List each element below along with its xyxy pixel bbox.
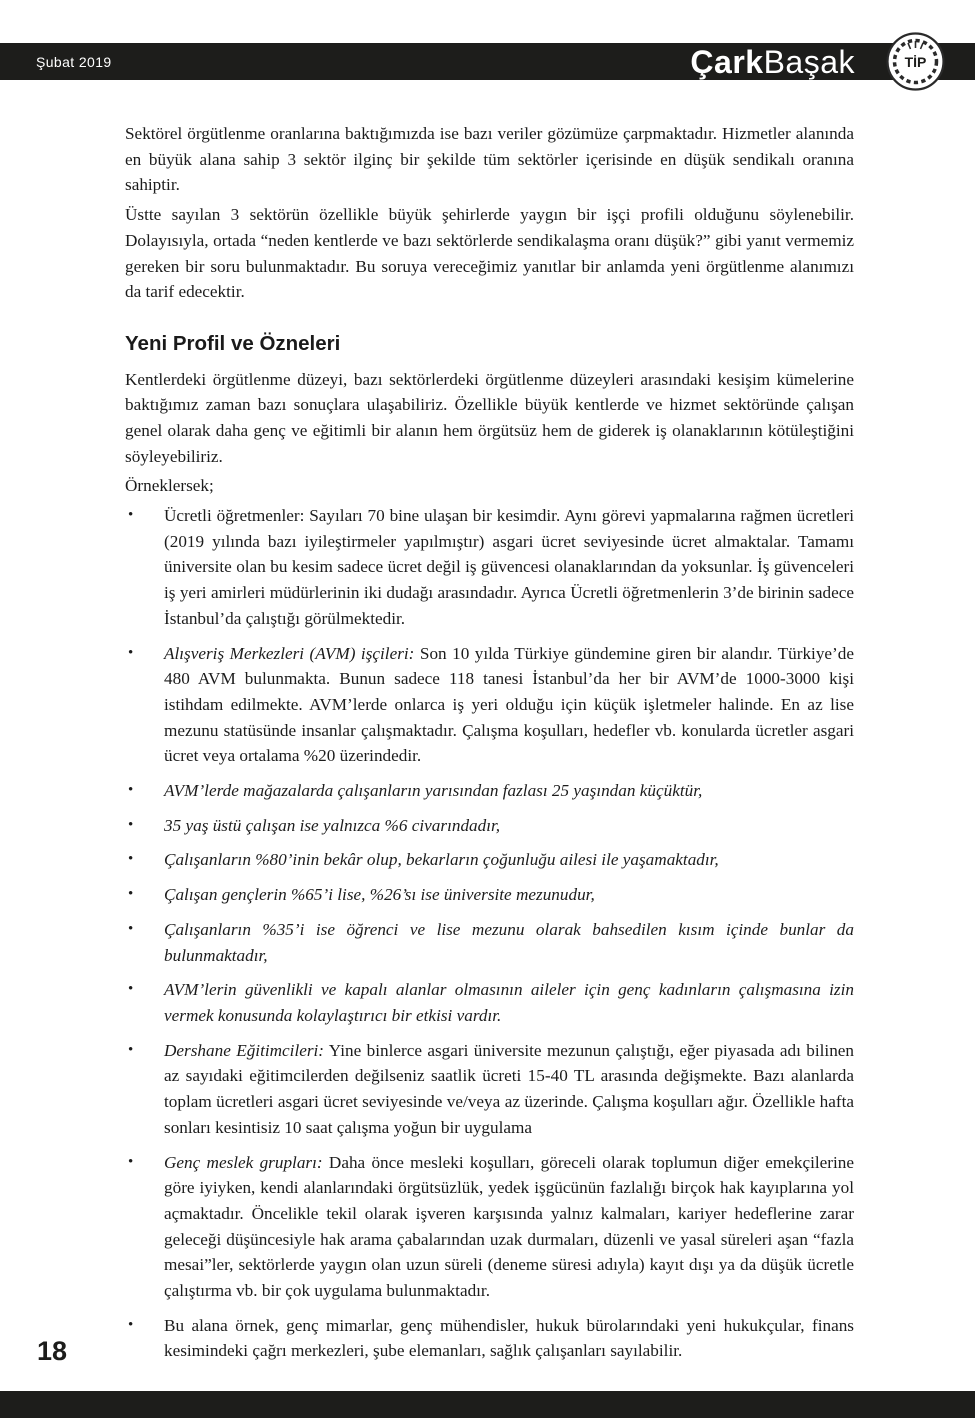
paragraph: Sektörel örgütlenme oranlarına baktığımızda ise bazı veriler gözümüze çarpmaktadır. Hizmetler alanında en büyük alana sahip 3 sektör ilginç bir şekilde tüm sektörler içerisinde en düşük sendikalı oranına sahiptir. <box>125 124 854 195</box>
list-item <box>125 1313 854 1364</box>
bullet-text: AVM’lerde mağazalarda çalışanların yarısından fazlası 25 yaşından küçüktür, <box>164 781 703 801</box>
bullet-lead: Genç meslek grupları: <box>164 1152 323 1172</box>
list-item <box>125 641 854 770</box>
list-item <box>125 1150 854 1304</box>
issue-date: Şubat 2019 <box>36 53 112 70</box>
section-heading: Yeni Profil ve Özneleri <box>125 331 341 355</box>
list-item <box>125 917 854 968</box>
list-item <box>125 778 854 804</box>
list-item <box>125 882 854 908</box>
bullet-text: Yine binlerce asgari üniversite mezunun çalıştığı, eğer piyasada adı bilinen az sayıdaki eğitimcilerden değilseniz saatlik ücreti 15-40 TL arasında değişmekte. Bazı alanlarda toplam ücretleri asgari ücret seviyesinde ve/veya az üzerinde. Çalışma koşulları ağır. Özellikle hafta sonları kesintisiz 10 saat çalışma yoğun bir uygulama <box>164 1040 855 1137</box>
header-bar <box>0 43 975 80</box>
bullet-text: 35 yaş üstü çalışan ise yalnızca %6 civarındadır, <box>164 815 501 835</box>
bullet-lead: Dershane Eğitimcileri: <box>164 1040 325 1060</box>
list-item <box>125 977 854 1028</box>
list-item <box>125 813 854 839</box>
bullet-text: Bu alana örnek, genç mimarlar, genç mühendisler, hukuk bürolarındaki yeni hukukçular, finans kesimindeki çağrı merkezleri, şube elemanları, sağlık çalışanları sayılabilir. <box>164 1315 854 1361</box>
bullet-text: Çalışanların %80’inin bekâr olup, bekarların çoğunluğu ailesi ile yaşamaktadır, <box>164 850 719 870</box>
tip-logo-icon <box>886 32 945 91</box>
list-item <box>125 503 854 632</box>
tip-logo-text: TİP <box>904 54 927 70</box>
paragraph: Üstte sayılan 3 sektörün özellikle büyük şehirlerde yaygın bir işçi profili olduğunu söylenebilir. Dolayısıyla, ortada “neden kentlerde ve bazı sektörlerde sendikalaşma oranı düşük?” gibi yanıt vermemiz gereken bir soru bulunmaktadır. Bu soruya vereceğimiz yanıtlar bir anlamda yeni örgütlenme alanımızı da tarif edecektir. <box>125 205 854 302</box>
masthead-cark: Çark <box>690 43 764 80</box>
bullet-text: AVM’lerin güvenlikli ve kapalı alanlar olmasının aileler için genç kadınların çalışmasına izin vermek konusunda kolaylaştırıcı bir etkisi vardır. <box>164 980 854 1025</box>
masthead-basak: Başak <box>763 43 855 80</box>
page-number: 18 <box>37 1336 68 1366</box>
bullet-text: Çalışanların %35’i ise öğrenci ve lise mezunu olarak bahsedilen kısım içinde bunlar da bulunmaktadır, <box>164 919 854 965</box>
bullet-text: Son 10 yılda Türkiye gündemine giren bir alandır. Türkiye’de 480 AVM bulunmakta. Bunun sadece 118 tanesi İstanbul’da her bir AVM’de 1000-3000 kişi istihdam edilmekte. AVM’lerde onlarca iş yeri olduğu için küçük işletmeler halinde. En az lise mezunu statüsünde insanlar çalışmaktadır. Çalışma koşulları, hedefler vb. konularda ücretler asgari ücret veya ortalama %20 üzerindedir. <box>164 643 854 766</box>
masthead <box>690 43 855 80</box>
bullet-list <box>125 503 854 1364</box>
bullet-text: Çalışan gençlerin %65’i lise, %26’sı ise üniversite mezunudur, <box>164 885 595 905</box>
bullet-lead: Alışveriş Merkezleri (AVM) işçileri: <box>164 643 415 663</box>
tip-party-logo <box>886 32 945 91</box>
bullet-text: Daha önce mesleki koşulları, göreceli olarak toplumun diğer emekçilerine göre iyiyken, kendi alanlarındaki örgütsüzlük, yedek işgücünün fazlalığı birçok hak kayıplarına yol açmaktadır. Öncelikle tekil olarak işveren karşısında yalnız kalmaları, kariyer hedeflerine zarar geleceği düşüncesiyle hak arama çabalarından uzak durmaları, düzenli ve yasal süreleri aşan “fazla mesai”ler, sektörlerde yaygın olan uzun süreli (deneme süresi adıyla) kayıt dışı ya da düşük ücretle çalıştırma vb. bir çok uygulama bulunmaktadır. <box>164 1152 854 1301</box>
bullet-text: Ücretli öğretmenler: Sayıları 70 bine ulaşan bir kesimdir. Aynı görevi yapmalarına rağmen ücretleri (2019 yılında bazı iyileştirmeler yapılmıştır) asgari ücret seviyesinde ücret almaktalar. Tamamı üniversite olan bu kesim sadece ücret değil iş güvencesi olanaklarından da yoksunlar. İş güvenceleri iş yeri amirleri müdürlerinin iki dudağı arasındadır. Ayrıca Ücretli öğretmenlerin 3’de birinin sadece İstanbul’da çalıştığı görülmektedir. <box>164 506 854 628</box>
examples-label: Örneklersek; <box>125 476 214 496</box>
list-item <box>125 847 854 873</box>
paragraph: Kentlerdeki örgütlenme düzeyi, bazı sektörlerdeki örgütlenme düzeyleri arasındaki kesişim kümelerine baktığımız zaman bazı sonuçlara ulaşabiliriz. Özellikle büyük kentlerde ve hizmet sektöründe çalışan genel olarak daha genç ve eğitimli bir alanın hem örgütsüz hem de giderek iş olanaklarının kötüleştiğini söyleyebiliriz. <box>125 369 854 466</box>
footer-bar <box>0 1391 975 1418</box>
list-item <box>125 1038 854 1141</box>
article-body <box>125 121 854 1373</box>
